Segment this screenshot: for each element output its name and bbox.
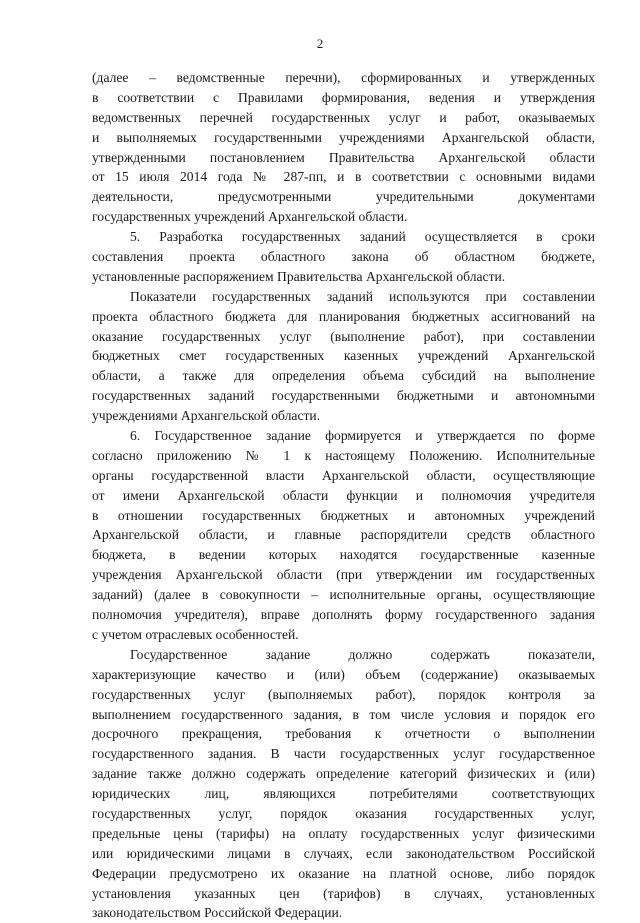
text-line: Архангельской области, и главные распорядители средств областного (92, 527, 595, 543)
paragraph (92, 227, 595, 287)
text-line: или юридическими лицами в случаях, если законодательством Российской (92, 845, 595, 861)
text-line: государственных учреждений Архангельской области. (92, 209, 408, 225)
text-line: выполнением государственного задания, в том числе условия и порядок его (92, 706, 595, 722)
text-line: учреждения Архангельской области (при утверждении им государственных (92, 567, 595, 583)
text-line: государственных услуг (выполняемых работ), порядок контроля за (92, 686, 595, 702)
paragraph (92, 426, 595, 645)
text-line: установленные распоряжением Правительства Архангельской области. (92, 268, 506, 284)
text-line: от имени Архангельской области функции и полномочия учредителя (92, 487, 595, 503)
text-line: составления проекта областного закона об областном бюджете, (92, 249, 595, 265)
text-line: задание также должно содержать определение категорий физических и (или) (92, 766, 595, 782)
text-line: согласно приложению № 1 к настоящему Положению. Исполнительные (92, 447, 595, 463)
page-number: 2 (316, 36, 324, 51)
text-line: от 15 июля 2014 года № 287-пп, и в соответствии с основными видами (92, 169, 595, 185)
text-line: учреждениями Архангельской области. (92, 408, 321, 424)
text-line: государственных услуг, порядок оказания государственных услуг, (92, 805, 595, 821)
text-line: предельные цены (тарифы) на оплату государственных услуг физическими (92, 825, 595, 841)
document-body (92, 68, 595, 923)
text-line: ведомственных перечней государственных услуг и работ, оказываемых (92, 109, 595, 125)
text-line: 6. Государственное задание формируется и утверждается по форме (130, 428, 595, 444)
text-line: бюджета, в ведении которых находятся государственные казенные (92, 547, 595, 563)
text-line: (далее – ведомственные перечни), сформированных и утвержденных (92, 70, 595, 85)
text-line: и выполняемых государственными учреждениями Архангельской области, (92, 129, 595, 145)
text-line: с учетом отраслевых особенностей. (92, 626, 299, 642)
text-line: государственного задания. В части государственных услуг государственное (92, 746, 595, 762)
text-line: органы государственной власти Архангельской области, осуществляющие (92, 467, 595, 483)
text-line: характеризующие качество и (или) объем (содержание) оказываемых (92, 666, 595, 682)
text-line: заданий) (далее в совокупности – исполнительные органы, осуществляющие (92, 587, 595, 603)
paragraph (92, 287, 595, 426)
text-line: юридических лиц, являющихся потребителями соответствующих (92, 786, 595, 802)
text-line: досрочного прекращения, требования к отчетности о выполнении (92, 726, 595, 742)
text-line: оказание государственных услуг (выполнение работ), при составлении (92, 328, 595, 344)
text-line: бюджетных смет государственных казенных учреждений Архангельской (92, 348, 595, 364)
text-line: 5. Разработка государственных заданий осуществляется в сроки (130, 229, 595, 245)
text-line: государственных заданий государственными бюджетными и автономными (92, 388, 595, 404)
text-line: в соответствии с Правилами формирования, ведения и утверждения (92, 89, 595, 105)
text-line: Государственное задание должно содержать показатели, (130, 646, 595, 662)
text-line: установления указанных цен (тарифов) в случаях, установленных (92, 885, 595, 901)
text-line: в отношении государственных бюджетных и автономных учреждений (92, 507, 595, 523)
text-line: утвержденными постановлением Правительства Архангельской области (92, 149, 595, 165)
text-line: законодательством Российской Федерации. (92, 905, 343, 921)
paragraph (92, 645, 595, 923)
paragraph (92, 68, 595, 227)
text-line: проекта областного бюджета для планирования бюджетных ассигнований на (92, 308, 595, 324)
text-line: деятельности, предусмотренными учредительными документами (92, 189, 595, 205)
text-line: области, а также для определения объема субсидий на выполнение (92, 368, 595, 384)
text-line: Показатели государственных заданий используются при составлении (130, 288, 595, 304)
text-line: полномочия учредителя), вправе дополнять форму государственного задания (92, 607, 595, 623)
text-line: Федерации предусмотрено их оказание на платной основе, либо порядок (92, 865, 595, 881)
